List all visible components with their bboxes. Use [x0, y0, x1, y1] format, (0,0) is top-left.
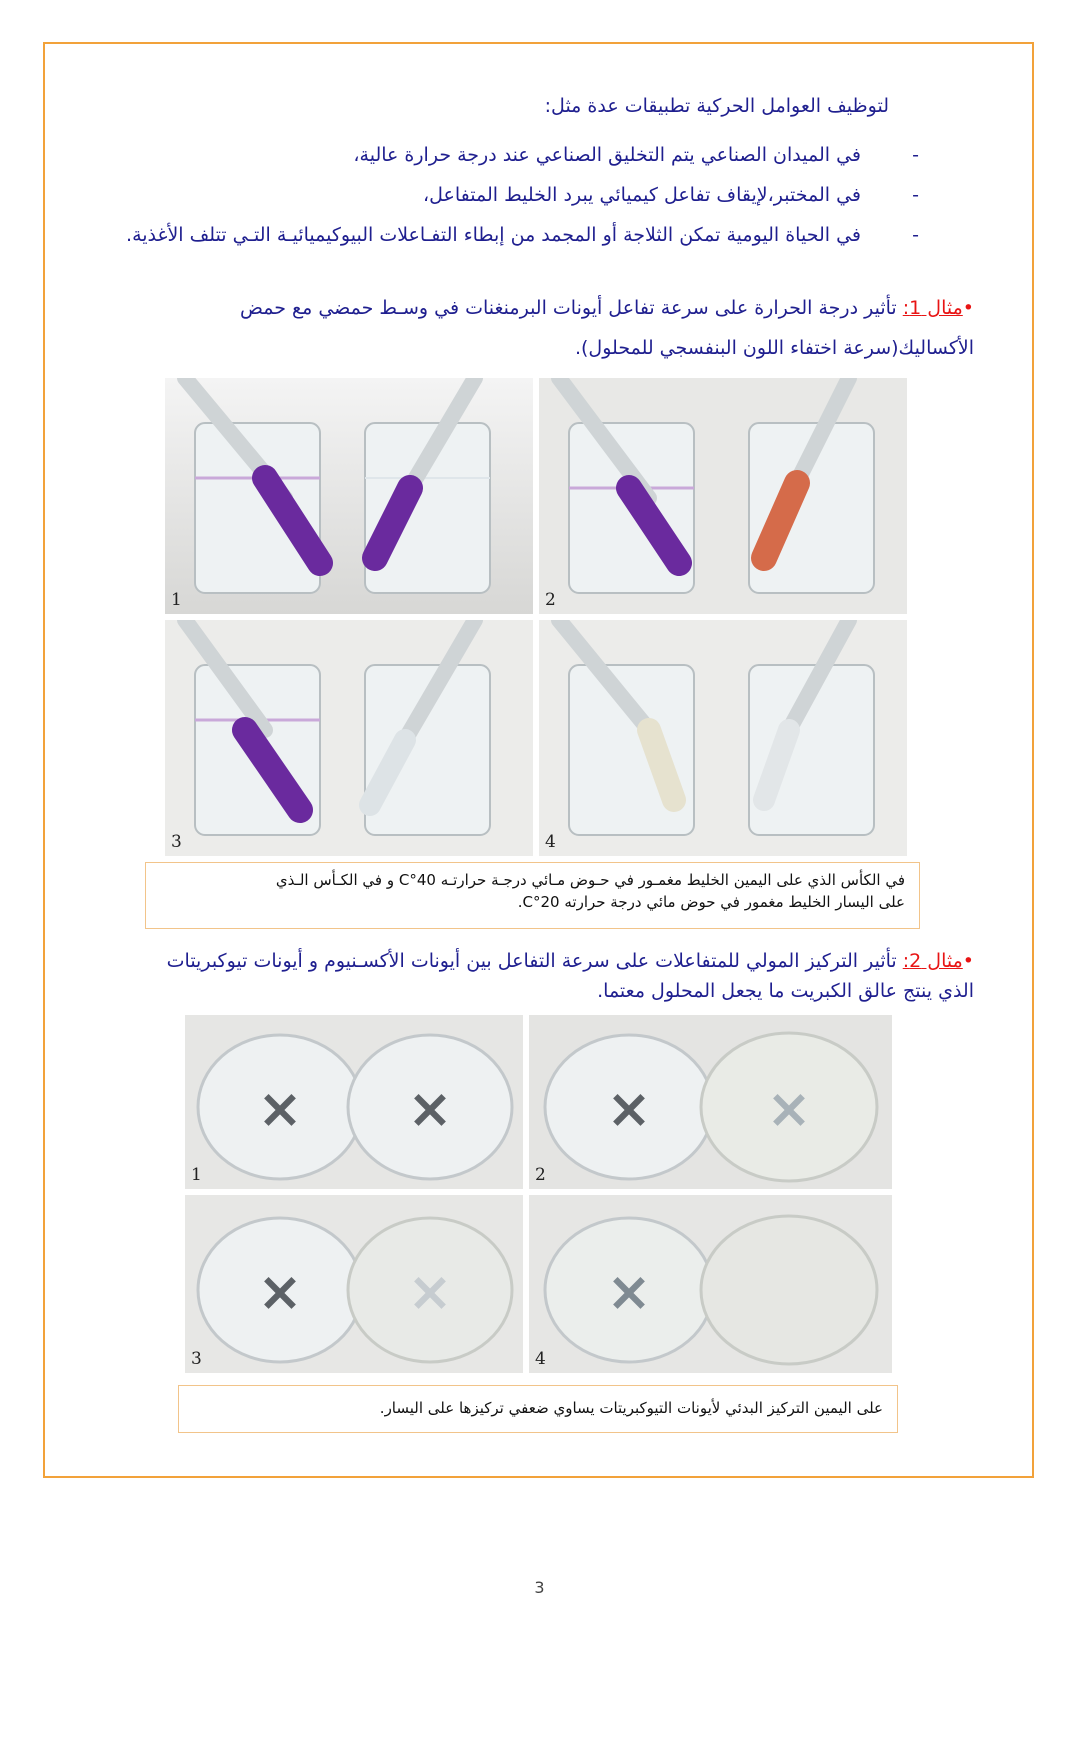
- list-item: - في المختبر،لإيقاف تفاعل كيميائي يبرد الخليط المتفاعل،: [422, 184, 919, 206]
- example-2-caption: على اليمين التركيز البدئي لأيونات التيوكبريتات يساوي ضعفي تركيزها على اليسار.: [178, 1385, 898, 1433]
- page-number: 3: [534, 1578, 545, 1597]
- example-1-label: مثال 1:: [902, 297, 963, 319]
- beaker-photo-4: 4: [539, 620, 907, 856]
- intro-text: لتوظيف العوامل الحركية تطبيقات عدة مثل:: [544, 95, 889, 117]
- dish-photo-2: × × 2: [529, 1015, 892, 1189]
- svg-text:×: ×: [606, 1260, 652, 1323]
- svg-text:×: ×: [257, 1260, 303, 1323]
- beaker-photo-2: 2: [539, 378, 907, 614]
- svg-text:×: ×: [407, 1260, 453, 1323]
- dish-photo-4: × 4: [529, 1195, 892, 1373]
- dish-photo-3: × × 3: [185, 1195, 523, 1373]
- beaker-photo-1: 1: [165, 378, 533, 614]
- example-2-text: تأثير التركيز المولي للمتفاعلات على سرعة التفاعل بين أيونات الأكسـنيوم و أيونات تيوكبريتات الذي ينتج عالق الكبريت ما يجعل المحلول معتما.: [166, 950, 974, 1002]
- list-item: - في الميدان الصناعي يتم التخليق الصناعي عند درجة حرارة عالية،: [353, 144, 919, 166]
- example-1-text: تأثير درجة الحرارة على سرعة تفاعل أيونات البرمنغنات في وسـط حمضي مع حمض الأكساليك(سرعة اختفاء اللون البنفسجي للمحلول).: [239, 297, 974, 359]
- example-2-label: مثال 2:: [902, 950, 963, 972]
- list-item: - في الحياة اليومية تمكن الثلاجة أو المجمد من إبطاء التفـاعلات البيوكيميائيـة التـي تتلف الأغذية.: [126, 224, 919, 246]
- example-2-heading: •مثال 2: تأثير التركيز المولي للمتفاعلات على سرعة التفاعل بين أيونات الأكسـنيوم و أيونات تيوكبريتات الذي ينتج عالق الكبريت ما يجعل المحلول معتما.: [166, 950, 974, 1002]
- example-1-caption: في الكأس الذي على اليمين الخليط مغمـور في حـوض مـائي درجـة حرارتـه 40°C و في الكـأس الـذي على اليسار الخليط مغمور في حوض مائي درجة حرارته 20°C.: [145, 862, 920, 929]
- svg-text:×: ×: [766, 1077, 812, 1140]
- dish-photo-1: × × 1: [185, 1015, 523, 1189]
- beaker-photo-3: 3: [165, 620, 533, 856]
- applications-list: [109, 135, 919, 255]
- svg-text:×: ×: [257, 1077, 303, 1140]
- svg-text:×: ×: [606, 1077, 652, 1140]
- svg-text:×: ×: [407, 1077, 453, 1140]
- example-1-heading: •مثال 1: تأثير درجة الحرارة على سرعة تفاعل أيونات البرمنغنات في وسـط حمضي مع حمض الأكساليك(سرعة اختفاء اللون البنفسجي للمحلول).: [239, 297, 974, 359]
